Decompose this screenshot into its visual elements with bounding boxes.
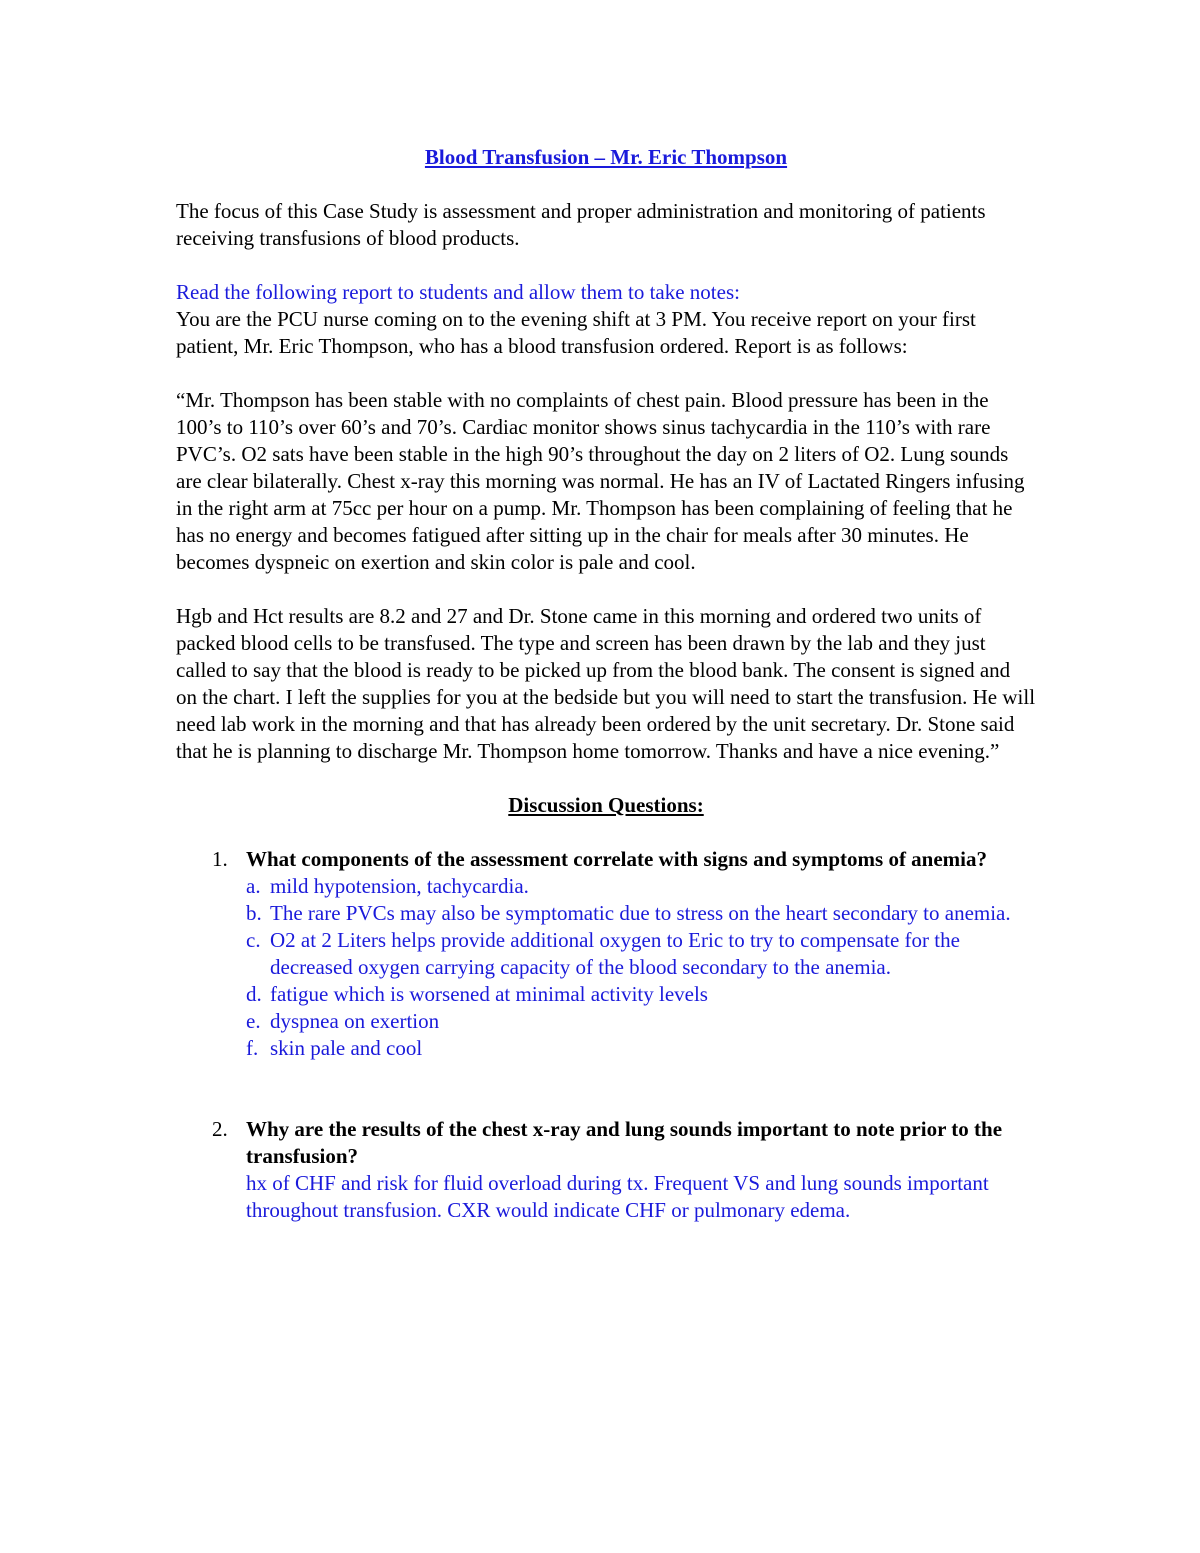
question-number: 2. bbox=[212, 1117, 228, 1141]
document-title: Blood Transfusion – Mr. Eric Thompson bbox=[424, 145, 788, 169]
question-number: 1. bbox=[212, 847, 228, 871]
answer-letter: d. bbox=[246, 982, 262, 1006]
answer-list bbox=[246, 873, 1036, 1062]
answer-text: hx of CHF and risk for fluid overload during tx. Frequent VS and lung sounds important throughout transfusion. CXR would indicate CHF or pulmonary edema. bbox=[246, 1171, 989, 1222]
answer-item bbox=[246, 1008, 1036, 1035]
intro-paragraph: The focus of this Case Study is assessment and proper administration and monitoring of patients receiving transfusions of blood products. bbox=[176, 199, 986, 250]
answer-letter: a. bbox=[246, 874, 261, 898]
question-1 bbox=[176, 846, 1036, 1062]
answer-letter: b. bbox=[246, 901, 262, 925]
answer-text: dyspnea on exertion bbox=[270, 1009, 440, 1033]
answer-text: The rare PVCs may also be symptomatic due to stress on the heart secondary to anemia. bbox=[270, 901, 1011, 925]
question-text: Why are the results of the chest x-ray and lung sounds important to note prior to the transfusion? bbox=[246, 1117, 1003, 1168]
answer-item bbox=[246, 927, 1036, 981]
answer-letter: c. bbox=[246, 928, 261, 952]
report-paragraph: Hgb and Hct results are 8.2 and 27 and Dr. Stone came in this morning and ordered two units of packed blood cells to be transfused. The type and screen has been drawn by the lab and they just called to say that the blood is ready to be picked up from the blood bank. The consent is signed and on the chart. I left the supplies for you at the bedside but you will need to start the transfusion. He will need lab work in the morning and that has already been ordered by the unit secretary. Dr. Stone said that he is planning to discharge Mr. Thompson home tomorrow. Thanks and have a nice evening.” bbox=[176, 604, 1036, 763]
answer-item bbox=[246, 873, 1036, 900]
answer-item bbox=[246, 900, 1036, 927]
answer-item bbox=[246, 1035, 1036, 1062]
discussion-heading: Discussion Questions: bbox=[508, 793, 704, 817]
instruction-line: Read the following report to students and allow them to take notes: bbox=[176, 280, 740, 304]
answer-text: skin pale and cool bbox=[270, 1036, 423, 1060]
answer-letter: f. bbox=[246, 1036, 259, 1060]
answer-text: mild hypotension, tachycardia. bbox=[270, 874, 529, 898]
answer-text: O2 at 2 Liters helps provide additional oxygen to Eric to try to compensate for the decreased oxygen carrying capacity of the blood secondary to the anemia. bbox=[270, 928, 960, 979]
question-2 bbox=[176, 1116, 1036, 1224]
answer-letter: e. bbox=[246, 1009, 261, 1033]
report-intro-paragraph: You are the PCU nurse coming on to the evening shift at 3 PM. You receive report on your first patient, Mr. Eric Thompson, who has a blood transfusion ordered. Report is as follows: bbox=[176, 307, 976, 358]
answer-item bbox=[246, 981, 1036, 1008]
report-paragraph: “Mr. Thompson has been stable with no complaints of chest pain. Blood pressure has been in the 100’s to 110’s over 60’s and 70’s. Cardiac monitor shows sinus tachycardia in the 110’s with rare PVC’s. O2 sats have been stable in the high 90’s throughout the day on 2 liters of O2. Lung sounds are clear bilaterally. Chest x-ray this morning was normal. He has an IV of Lactated Ringers infusing in the right arm at 75cc per hour on a pump. Mr. Thompson has been complaining of feeling that he has no energy and becomes fatigued after sitting up in the chair for meals after 30 minutes. He becomes dyspneic on exertion and skin color is pale and cool. bbox=[176, 388, 1025, 574]
answer-text: fatigue which is worsened at minimal activity levels bbox=[270, 982, 708, 1006]
document-body bbox=[176, 144, 1036, 1224]
question-text: What components of the assessment correlate with signs and symptoms of anemia? bbox=[246, 847, 988, 871]
